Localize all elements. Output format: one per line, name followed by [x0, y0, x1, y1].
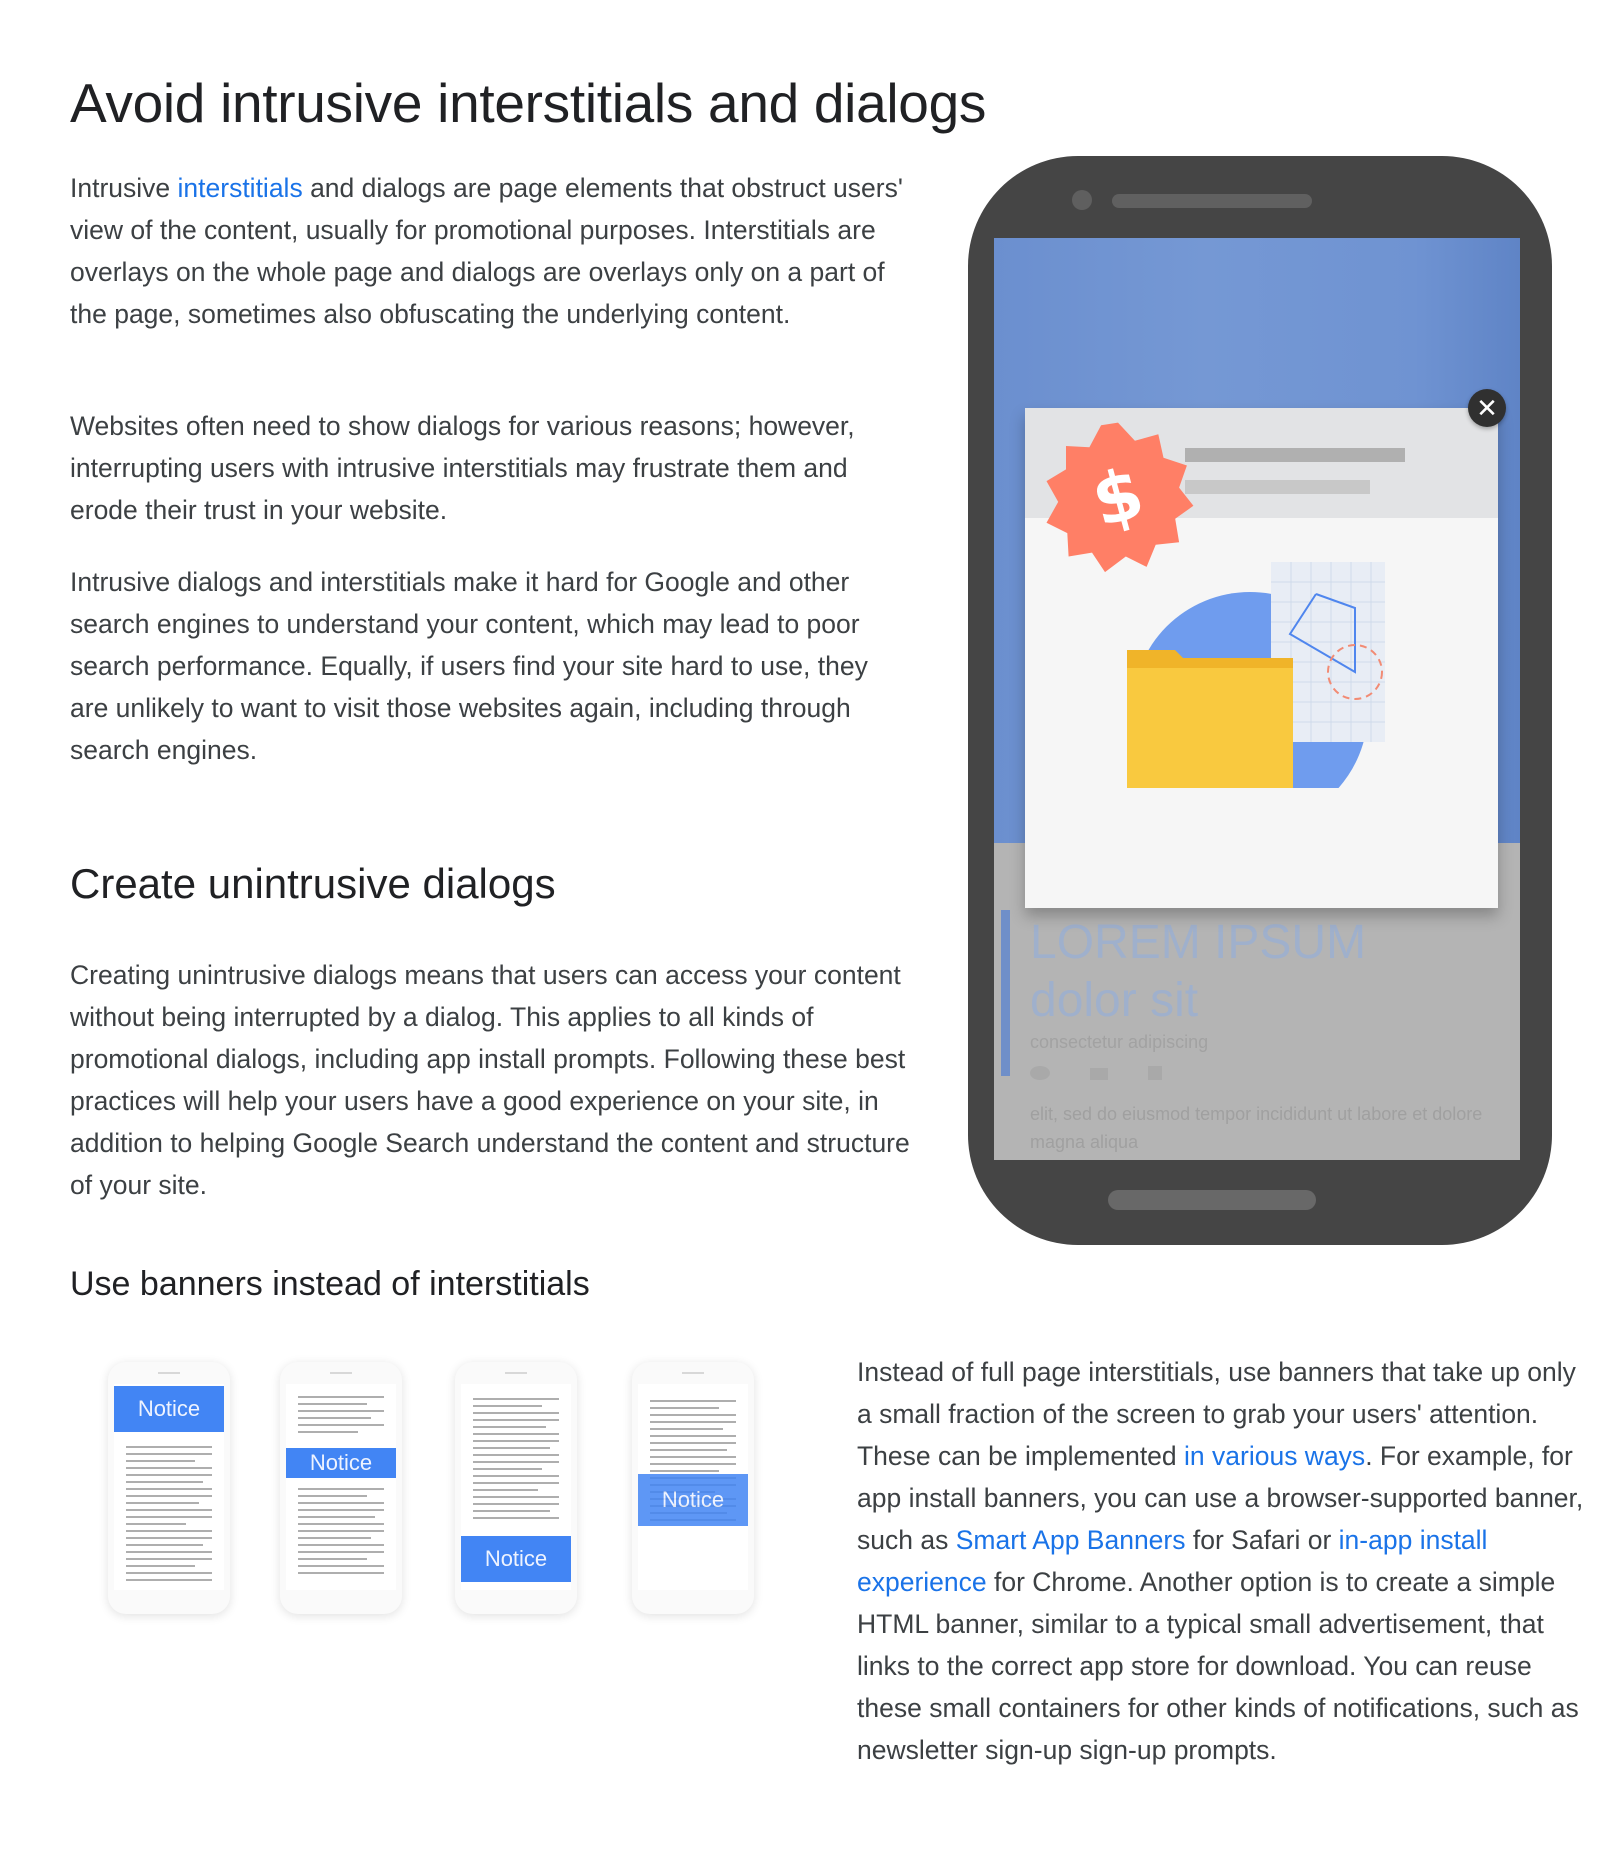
lorem-subtitle: consectetur adipiscing — [1030, 1032, 1209, 1052]
in-app-install-experience-link[interactable]: in-app install experience — [857, 1525, 1488, 1597]
section-heading-unintrusive: Create unintrusive dialogs — [70, 860, 556, 907]
lorem-body: elit, sed do eiusmod tempor incididunt ut labore et dolore magna aliqua — [1030, 1104, 1483, 1152]
phone-home-bar — [1108, 1190, 1316, 1210]
share-icon — [1148, 1066, 1162, 1080]
banner-example-overlay — [632, 1362, 754, 1614]
interstitials-link[interactable]: interstitials — [177, 173, 303, 203]
close-icon[interactable]: ✕ — [1468, 389, 1506, 427]
notice-banner: Notice — [638, 1474, 748, 1526]
section3-paragraph — [857, 1351, 1597, 1771]
text: and dialogs are page elements that obstruct users' view of the content, usually for promotional purposes. Interstitials are overlays on the whole page and dialogs are overlays only on a part of the page, sometimes also obfuscating the underlying content. — [70, 173, 903, 329]
lorem-title-line-1: LOREM IPSUM — [1030, 916, 1367, 969]
promo-badge-icon — [1040, 420, 1196, 576]
lorem-title — [1030, 914, 1366, 1030]
svg-text:$: $ — [1083, 451, 1153, 544]
eye-icon — [1030, 1066, 1050, 1080]
page-title: Avoid intrusive interstitials and dialogs — [70, 72, 987, 134]
accent-bar — [1001, 910, 1010, 1076]
smart-app-banners-link[interactable]: Smart App Banners — [955, 1525, 1186, 1555]
comment-icon — [1090, 1068, 1108, 1080]
notice-banner: Notice — [461, 1536, 571, 1582]
phone-camera — [1072, 190, 1092, 210]
various-ways-link[interactable]: in various ways — [1184, 1441, 1366, 1471]
notice-banner: Notice — [286, 1448, 396, 1478]
phone-speaker — [1112, 194, 1312, 208]
lorem-title-line-2: dolor sit — [1030, 974, 1199, 1027]
section-heading-banners: Use banners instead of interstitials — [70, 1265, 590, 1303]
dialog-text-line — [1185, 480, 1370, 494]
section2-paragraph: Creating unintrusive dialogs means that users can access your content without being interrupted by a dialog. This applies to all kinds of promotional dialogs, including app install prompts. Following these best practices will help your users have a good experience on your site, in addition to helping Google Search understand the content and structure of your site. — [70, 960, 910, 1200]
intro-paragraph-3: Intrusive dialogs and interstitials make it hard for Google and other search engines to understand your content, which may lead to poor search performance. Equally, if users find your site hard to use, they are unlikely to want to visit those websites again, including through search engines. — [70, 567, 868, 765]
dialog-text-line — [1185, 448, 1405, 462]
text: Instead of full page interstitials, use banners that take up only a small fraction of the screen to grab your users' attention. These can be implemented — [857, 1357, 1576, 1471]
lorem-icons — [1030, 1066, 1202, 1085]
notice-banner: Notice — [114, 1386, 224, 1432]
banner-example-middle — [280, 1362, 402, 1614]
text: . For example, for app install banners, you can use a browser-supported banner, such as — [857, 1441, 1584, 1555]
dialog-artwork — [1115, 548, 1385, 788]
banner-example-top — [108, 1362, 230, 1614]
intro-paragraph-1 — [70, 167, 910, 335]
text: for Chrome. Another option is to create a simple HTML banner, similar to a typical small advertisement, that links to the correct app store for download. You can reuse these small containers for other kinds of notifications, such as newsletter sign-up sign-up prompts. — [857, 1567, 1579, 1765]
intro-paragraph-2: Websites often need to show dialogs for various reasons; however, interrupting users with intrusive interstitials may frustrate them and erode their trust in your website. — [70, 411, 855, 525]
text: for Safari or — [1185, 1525, 1339, 1555]
banner-example-bottom — [455, 1362, 577, 1614]
text: Intrusive — [70, 173, 178, 203]
